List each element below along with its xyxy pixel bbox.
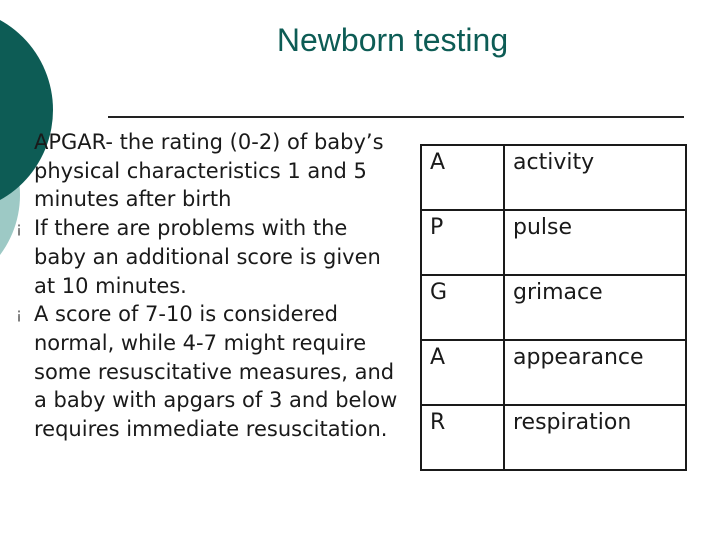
table-row: [421, 210, 686, 275]
bullet-circle-icon: ¡: [16, 305, 23, 324]
apgar-letter: G: [421, 275, 504, 340]
slide-title: Newborn testing: [276, 22, 509, 58]
table-row: [421, 145, 686, 210]
apgar-letter: P: [421, 210, 504, 275]
bullet-list: [16, 128, 404, 444]
apgar-letter: R: [421, 405, 504, 470]
apgar-letter: A: [421, 340, 504, 405]
apgar-word: activity: [504, 145, 686, 210]
apgar-word: respiration: [504, 405, 686, 470]
apgar-word: pulse: [504, 210, 686, 275]
apgar-letter: A: [421, 145, 504, 210]
bullet-text: A score of 7-10 is considered normal, while 4-7 might require some resuscitative measures, and a baby with apgars of 3 and below requires immediate resuscitation.: [34, 302, 398, 442]
bullet-item: [16, 300, 404, 444]
bullet-circle-icon: ¡: [16, 219, 23, 238]
apgar-word: grimace: [504, 275, 686, 340]
bullet-text: APGAR- the rating (0-2) of baby’s physical characteristics 1 and 5 minutes after birth: [34, 130, 384, 212]
bullet-item: [16, 128, 404, 214]
apgar-word: appearance: [504, 340, 686, 405]
bullet-text: If there are problems with the baby an additional score is given at 10 minutes.: [34, 216, 381, 298]
apgar-table: [420, 144, 687, 471]
bullet-item: [16, 214, 404, 300]
table-row: [421, 405, 686, 470]
title-divider: [108, 116, 684, 118]
table-row: [421, 275, 686, 340]
table-row: [421, 340, 686, 405]
